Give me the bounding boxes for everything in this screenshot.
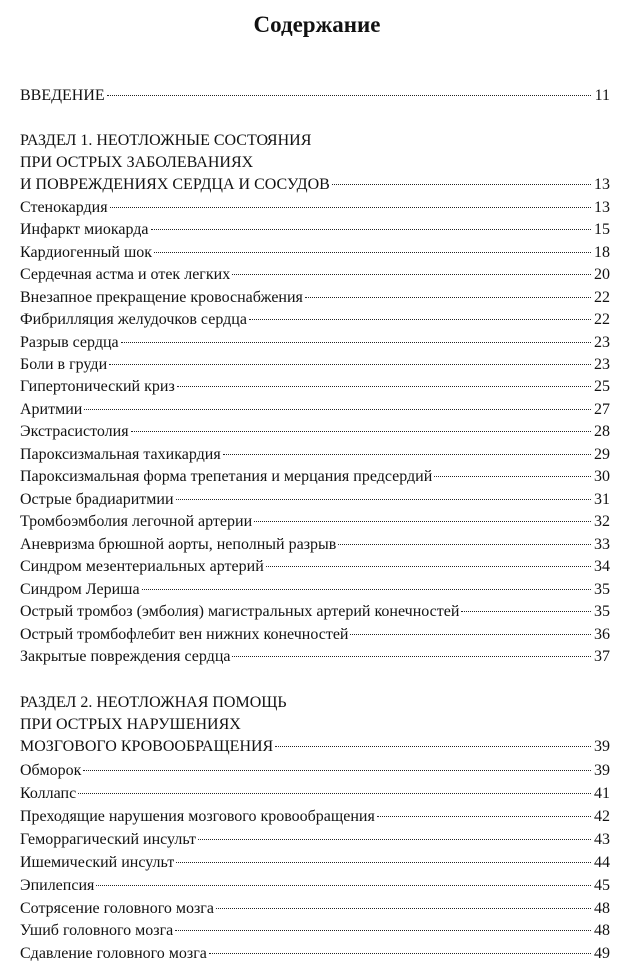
toc-entry[interactable] (20, 806, 610, 828)
toc-entry[interactable] (20, 920, 610, 942)
toc-entry-label: МОЗГОВОГО КРОВООБРАЩЕНИЯ (20, 738, 274, 755)
toc-entry-label: Коллапс (20, 785, 77, 802)
toc-entry-page: 29 (594, 446, 610, 463)
toc-entry-page: 27 (594, 401, 610, 418)
dot-leader (434, 475, 591, 477)
toc-entry[interactable] (20, 579, 610, 601)
toc-entry-label: Инфаркт миокарда (20, 221, 149, 238)
toc-entry-label: Ушиб головного мозга (20, 922, 174, 939)
toc-entry[interactable] (20, 783, 610, 805)
toc-entry-page: 18 (594, 244, 610, 261)
toc-entry[interactable] (20, 556, 610, 578)
toc-entry-page: 49 (594, 945, 610, 962)
toc-entry-page: 13 (594, 199, 610, 216)
toc-entry[interactable] (20, 534, 610, 556)
toc-entry-page: 41 (594, 785, 610, 802)
toc-entry-label: Кардиогенный шок (20, 244, 153, 261)
toc-entry[interactable] (20, 646, 610, 668)
dot-leader (249, 318, 591, 320)
toc-entry[interactable] (20, 287, 610, 309)
dot-leader (109, 363, 591, 365)
toc-entry-label: Сотрясение головного мозга (20, 900, 214, 917)
dot-leader (110, 206, 591, 208)
toc-entry[interactable] (20, 466, 610, 488)
dot-leader (198, 838, 591, 840)
toc-entry[interactable] (20, 943, 610, 965)
toc-entry-page: 22 (594, 289, 610, 306)
dot-leader (154, 251, 591, 253)
toc-entry-label: Сердечная астма и отек легких (20, 266, 231, 283)
toc-entry-page: 48 (594, 922, 610, 939)
dot-leader (131, 430, 591, 432)
toc-entry-label: Геморрагический инсульт (20, 831, 197, 848)
dot-leader (223, 453, 591, 455)
toc-entry-label: Сдавление головного мозга (20, 945, 207, 962)
dot-leader (121, 341, 591, 343)
toc-entry-page: 22 (594, 311, 610, 328)
dot-leader (305, 296, 591, 298)
toc-entry[interactable] (20, 376, 610, 398)
toc-entry-label: Пароксизмальная форма трепетания и мерцания предсердий (20, 468, 433, 485)
section-2-heading-line: РАЗДЕЛ 2. НЕОТЛОЖНАЯ ПОМОЩЬ (20, 694, 287, 711)
toc-entry-page: 25 (594, 378, 610, 395)
toc-entry[interactable] (20, 309, 610, 331)
toc-entry[interactable] (20, 197, 610, 219)
dot-leader (377, 815, 591, 817)
toc-entry-label: Экстрасистолия (20, 423, 129, 440)
toc-entry-label: ВВЕДЕНИЕ (20, 87, 105, 104)
toc-entry[interactable] (20, 242, 610, 264)
dot-leader (176, 498, 591, 500)
toc-entry[interactable] (20, 852, 610, 874)
toc-entry-page: 43 (594, 831, 610, 848)
toc-entry[interactable] (20, 264, 610, 286)
section-1-heading-line: ПРИ ОСТРЫХ ЗАБОЛЕВАНИЯХ (20, 154, 254, 171)
toc-entry[interactable] (20, 399, 610, 421)
toc-entry[interactable] (20, 421, 610, 443)
toc-entry[interactable] (20, 624, 610, 646)
toc-entry-label: Внезапное прекращение кровоснабжения (20, 289, 303, 306)
toc-entry-page: 45 (594, 877, 610, 894)
toc-entry-label: Тромбоэмболия легочной артерии (20, 513, 253, 530)
toc-entry-page: 34 (594, 558, 610, 575)
toc-entry-label: Разрыв сердца (20, 334, 119, 351)
toc-entry[interactable] (20, 601, 610, 623)
toc-entry[interactable] (20, 354, 610, 376)
toc-entry-label: Преходящие нарушения мозгового кровообращения (20, 808, 375, 825)
toc-entry-page: 44 (594, 854, 610, 871)
toc-entry-label: Эпилепсия (20, 877, 95, 894)
dot-leader (177, 385, 591, 387)
dot-leader (175, 929, 591, 931)
toc-entry-page: 31 (594, 491, 610, 508)
toc-entry[interactable] (20, 511, 610, 533)
toc-entry-label: Острый тромбоз (эмболия) магистральных артерий конечностей (20, 603, 460, 620)
dot-leader (107, 94, 591, 96)
toc-entry-label: Синдром мезентериальных артерий (20, 558, 264, 575)
dot-leader (96, 884, 591, 886)
toc-entry[interactable] (20, 898, 610, 920)
toc-entry[interactable] (20, 219, 610, 241)
toc-entry-page: 35 (594, 581, 610, 598)
toc-entry-page: 32 (594, 513, 610, 530)
toc-entry-label: Острые брадиаритмии (20, 491, 174, 508)
toc-entry-label: Аритмии (20, 401, 83, 418)
dot-leader (83, 769, 591, 771)
toc-entry-label: Закрытые повреждения сердца (20, 648, 231, 665)
toc-entry-label: И ПОВРЕЖДЕНИЯХ СЕРДЦА И СОСУДОВ (20, 176, 330, 193)
toc-entry-label: Боли в груди (20, 356, 108, 373)
toc-entry-page: 35 (594, 603, 610, 620)
dot-leader (338, 543, 591, 545)
toc-entry[interactable] (20, 444, 610, 466)
toc-entry[interactable] (20, 332, 610, 354)
dot-leader (332, 183, 591, 185)
toc-entry-page: 48 (594, 900, 610, 917)
dot-leader (78, 792, 591, 794)
toc-entry-label: Аневризма брюшной аорты, неполный разрыв (20, 536, 337, 553)
toc-entry-label: Острый тромбофлебит вен нижних конечностей (20, 626, 349, 643)
toc-entry-label: Стенокардия (20, 199, 108, 216)
dot-leader (142, 588, 591, 590)
toc-entry-label: Обморок (20, 762, 82, 779)
dot-leader (216, 907, 591, 909)
toc-entry-page: 37 (594, 648, 610, 665)
toc-entry-intro[interactable] (20, 85, 610, 107)
toc-entry[interactable] (20, 489, 610, 511)
toc-entry[interactable] (20, 875, 610, 897)
toc-entry-page: 23 (594, 356, 610, 373)
toc-entry-section-2[interactable] (20, 736, 610, 758)
section-2-heading-line: ПРИ ОСТРЫХ НАРУШЕНИЯХ (20, 716, 241, 733)
dot-leader (151, 228, 592, 230)
dot-leader (232, 273, 591, 275)
toc-entry-page: 39 (594, 762, 610, 779)
toc-entry-page: 15 (594, 221, 610, 238)
toc-entry-label: Пароксизмальная тахикардия (20, 446, 221, 463)
toc-entry-label: Фибрилляция желудочков сердца (20, 311, 247, 328)
toc-entry-page: 23 (594, 334, 610, 351)
dot-leader (275, 745, 591, 747)
section-1-heading-line: РАЗДЕЛ 1. НЕОТЛОЖНЫЕ СОСТОЯНИЯ (20, 132, 312, 149)
toc-entry-page: 20 (594, 266, 610, 283)
toc-entry-section-1[interactable] (20, 174, 610, 196)
page-title: Содержание (253, 12, 381, 37)
dot-leader (461, 610, 591, 612)
dot-leader (254, 520, 591, 522)
dot-leader (209, 952, 591, 954)
toc-entry[interactable] (20, 760, 610, 782)
toc-entry-page: 13 (594, 176, 610, 193)
toc-entry-page: 11 (594, 87, 610, 104)
toc-entry-label: Ишемический инсульт (20, 854, 175, 871)
toc-entry-page: 36 (594, 626, 610, 643)
dot-leader (232, 655, 591, 657)
toc-entry-page: 33 (594, 536, 610, 553)
toc-entry[interactable] (20, 829, 610, 851)
toc-entry-label: Синдром Лериша (20, 581, 140, 598)
dot-leader (266, 565, 591, 567)
dot-leader (176, 861, 591, 863)
toc-entry-page: 28 (594, 423, 610, 440)
toc-entry-label: Гипертонический криз (20, 378, 175, 395)
toc-entry-page: 30 (594, 468, 610, 485)
dot-leader (84, 408, 591, 410)
toc-entry-page: 39 (594, 738, 610, 755)
dot-leader (350, 633, 591, 635)
toc-entry-page: 42 (594, 808, 610, 825)
